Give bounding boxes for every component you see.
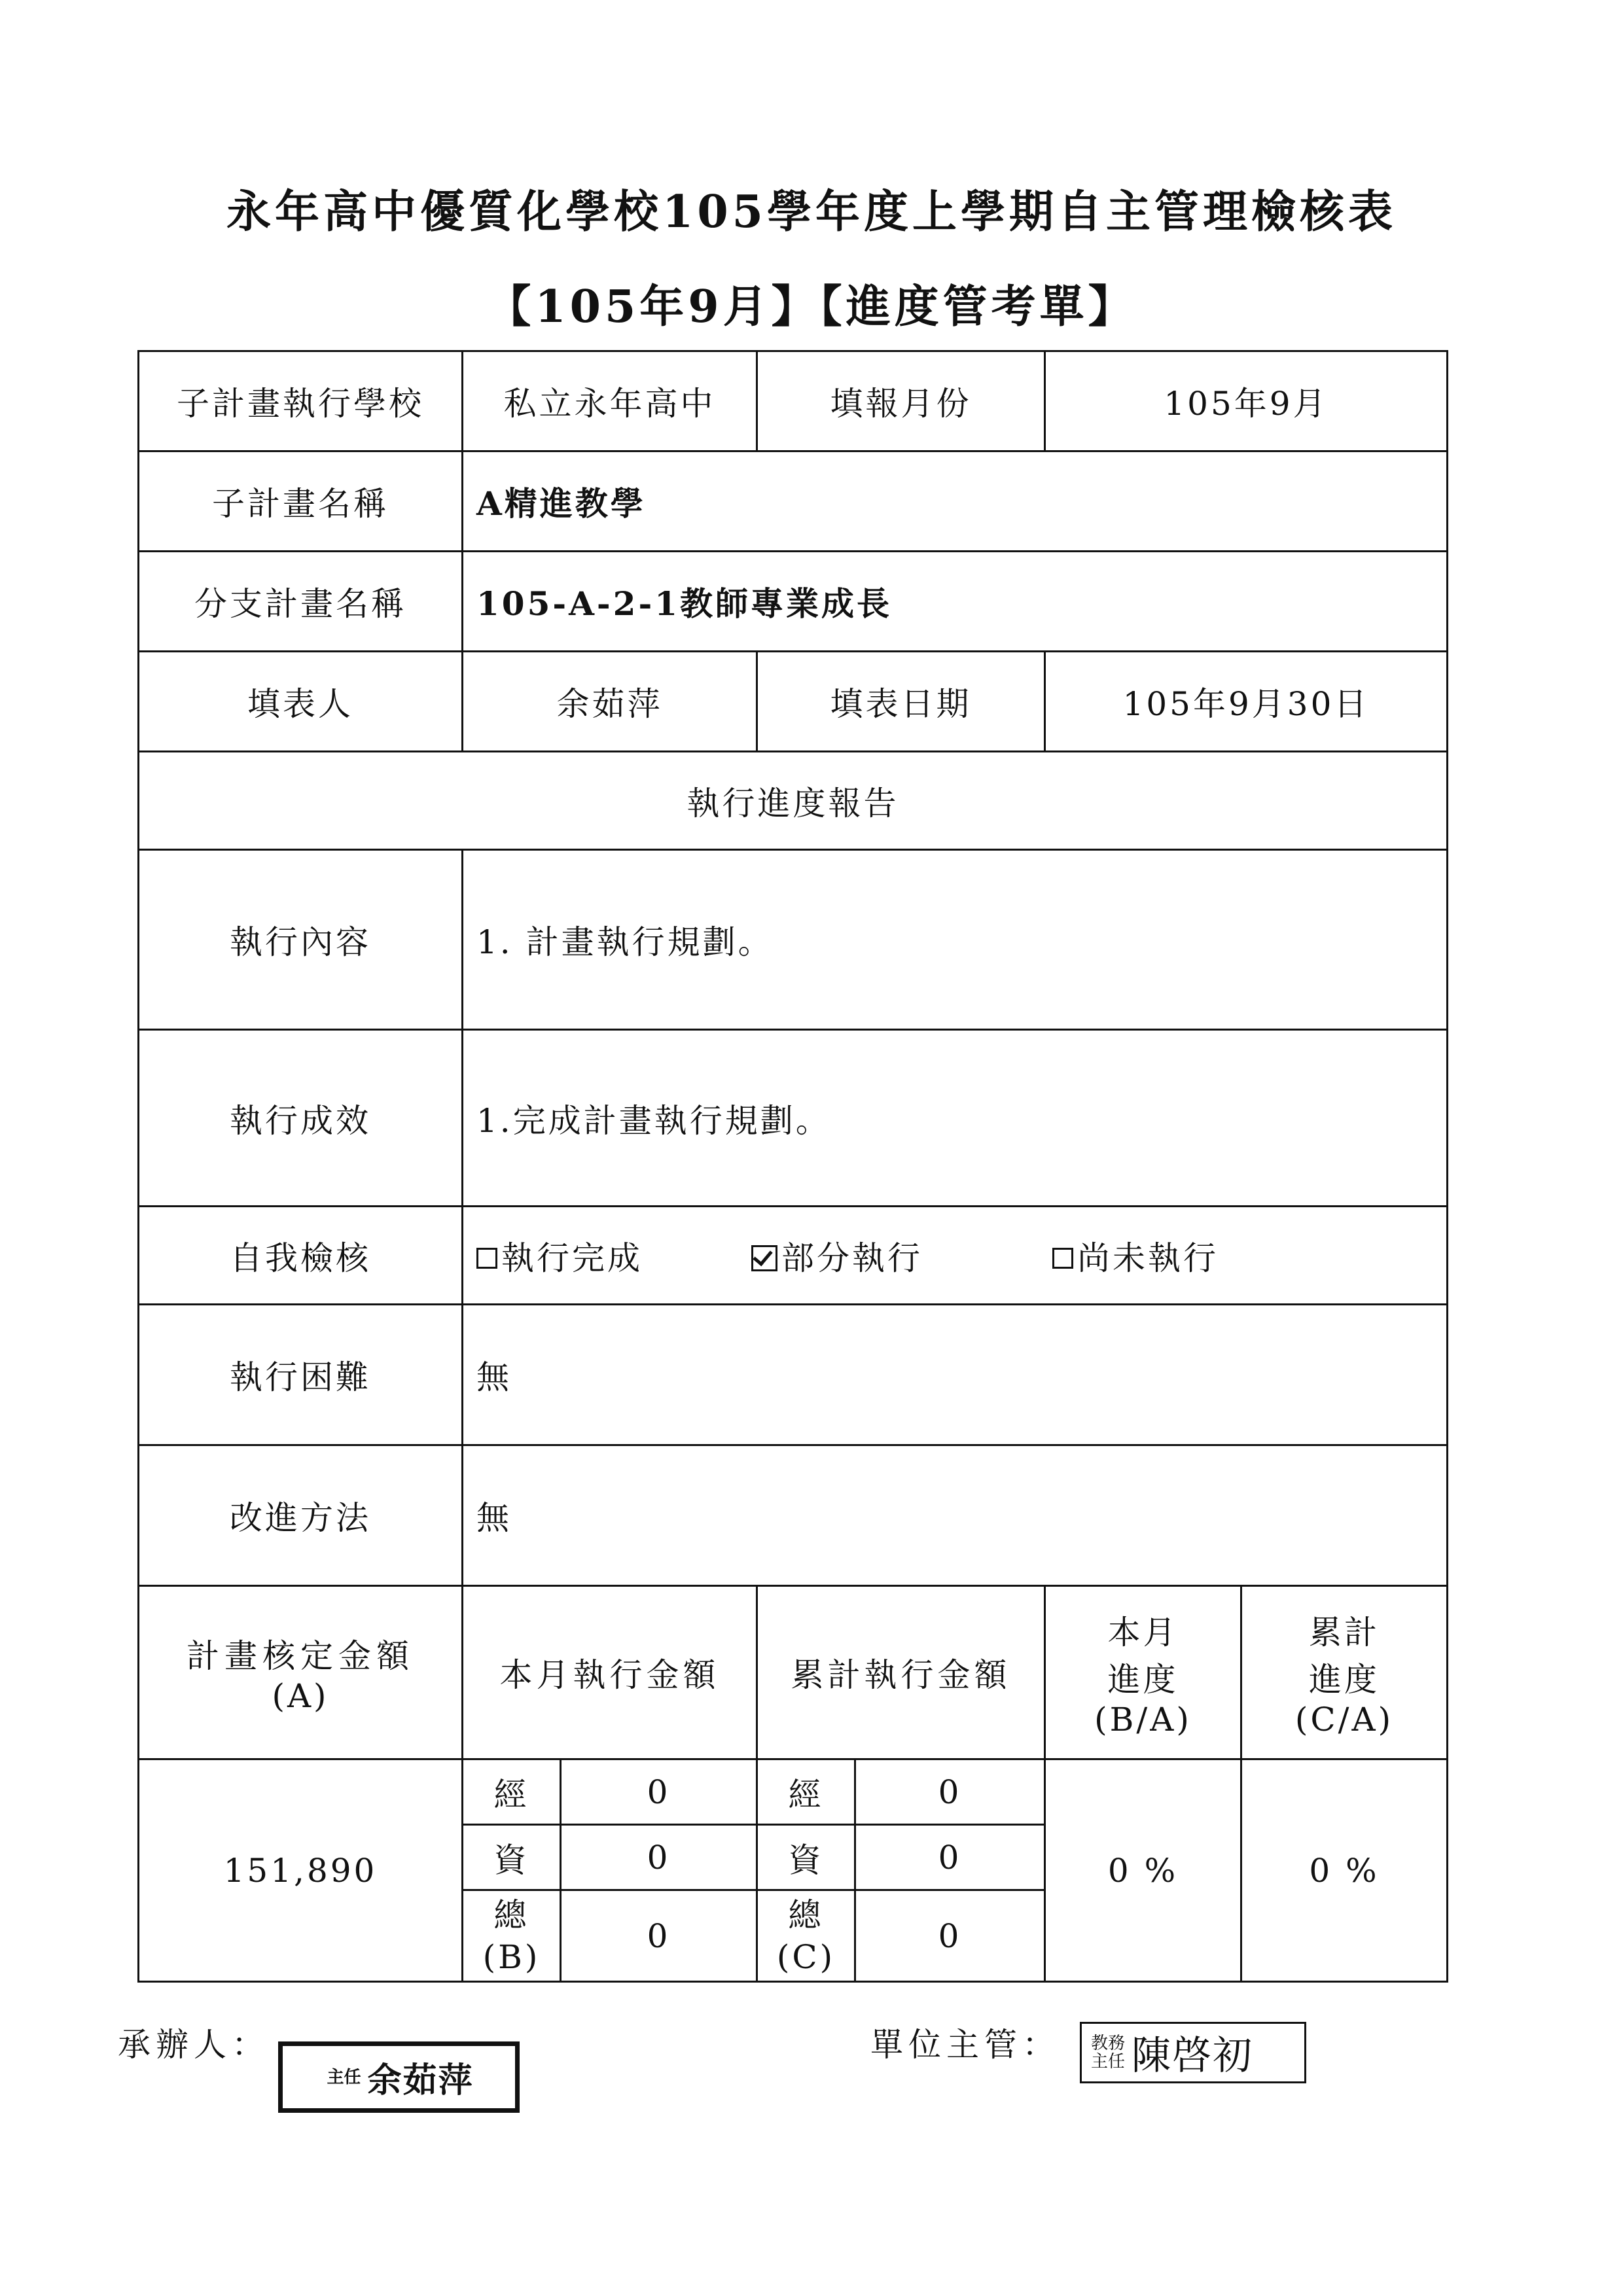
improve-value: 無 <box>463 1445 1448 1586</box>
check-option-partial[interactable] <box>751 1232 1052 1279</box>
month-progress-value: 0 % <box>1045 1759 1241 1982</box>
budget-total-label <box>463 1890 561 1982</box>
checkbox-unchecked-icon[interactable] <box>476 1248 497 1269</box>
progress-form-table <box>137 350 1448 1983</box>
budget-total-cum-label-sub: (C) <box>776 1937 836 1976</box>
supervisor-label: 單位主管： <box>870 2026 1060 2064</box>
budget-row-cum-value: 0 <box>855 1825 1045 1890</box>
budget-row-cum-label: 資 <box>757 1825 855 1890</box>
budget-row-cum-label: 經 <box>757 1759 855 1825</box>
month-progress-header-sub: (B/A) <box>1094 1701 1192 1739</box>
month-progress-header <box>1045 1586 1241 1759</box>
subplan-value: A精進教學 <box>463 451 1448 552</box>
supervisor-stamp <box>1080 2022 1306 2083</box>
branch-value: 105-A-2-1教師專業成長 <box>463 552 1448 652</box>
approved-header-sub: (A) <box>272 1677 329 1715</box>
budget-row-cum-value: 0 <box>855 1890 1045 1982</box>
budget-row-label: 經 <box>463 1759 561 1825</box>
result-label: 執行成效 <box>139 1030 463 1207</box>
approved-header-label: 計畫核定金額 <box>187 1637 414 1675</box>
check-option-complete[interactable] <box>476 1232 751 1279</box>
school-value: 私立永年高中 <box>463 351 757 451</box>
budget-row-cum-value: 0 <box>855 1759 1045 1825</box>
date-value: 105年9月30日 <box>1045 652 1448 752</box>
budget-row-label: 資 <box>463 1825 561 1890</box>
budget-row-month-value: 0 <box>561 1825 757 1890</box>
check-option-label: 執行完成 <box>501 1239 643 1277</box>
document-subtitle: 【105年9月】【進度管考單】 <box>486 281 1137 333</box>
result-value: 1.完成計畫執行規劃。 <box>463 1030 1448 1207</box>
supervisor-stamp-name: 陳啓初 <box>1132 2033 1253 2079</box>
content-value: 1. 計畫執行規劃。 <box>463 850 1448 1030</box>
branch-label: 分支計畫名稱 <box>139 552 463 652</box>
cum-exec-header: 累計執行金額 <box>757 1586 1045 1759</box>
handler-stamp-name: 余茹萍 <box>367 2060 474 2100</box>
difficulty-value: 無 <box>463 1305 1448 1445</box>
month-exec-header: 本月執行金額 <box>463 1586 757 1759</box>
self-check-options <box>463 1207 1448 1305</box>
month-progress-header-2: 進度 <box>1107 1661 1179 1699</box>
content-label: 執行內容 <box>139 850 463 1030</box>
improve-label: 改進方法 <box>139 1445 463 1586</box>
check-label: 自我檢核 <box>139 1207 463 1305</box>
school-label: 子計畫執行學校 <box>139 351 463 451</box>
date-label: 填表日期 <box>757 652 1045 752</box>
cum-progress-header <box>1241 1586 1448 1759</box>
cum-progress-header-1: 累計 <box>1309 1614 1380 1651</box>
cum-progress-header-sub: (C/A) <box>1294 1701 1394 1739</box>
supervisor-stamp-title: 教務主任 <box>1090 2034 1125 2072</box>
check-option-label: 尚未執行 <box>1077 1239 1219 1277</box>
check-option-not-started[interactable] <box>1052 1232 1219 1279</box>
difficulty-label: 執行困難 <box>139 1305 463 1445</box>
month-progress-header-1: 本月 <box>1107 1614 1179 1651</box>
check-option-label: 部分執行 <box>781 1239 923 1277</box>
budget-row-month-value: 0 <box>561 1759 757 1825</box>
cum-progress-header-2: 進度 <box>1309 1661 1380 1699</box>
budget-total-cum-label <box>757 1890 855 1982</box>
checkbox-checked-icon[interactable] <box>751 1245 777 1271</box>
budget-total-label-sub: (B) <box>482 1937 541 1976</box>
handler-label: 承辦人： <box>118 2026 270 2064</box>
budget-row-month-value: 0 <box>561 1890 757 1982</box>
month-value: 105年9月 <box>1045 351 1448 451</box>
cum-progress-value: 0 % <box>1241 1759 1448 1982</box>
section-title: 執行進度報告 <box>139 752 1448 850</box>
month-label: 填報月份 <box>757 351 1045 451</box>
handler-stamp <box>278 2041 520 2113</box>
approved-amount-value: 151,890 <box>139 1759 463 1982</box>
document-title: 永年高中優質化學校105學年度上學期自主管理檢核表 <box>226 186 1397 238</box>
filler-label: 填表人 <box>139 652 463 752</box>
subplan-label: 子計畫名稱 <box>139 451 463 552</box>
budget-total-label-text: 總 <box>493 1896 529 1934</box>
approved-amount-header <box>139 1586 463 1759</box>
handler-stamp-title: 主任 <box>327 2067 361 2087</box>
checkbox-unchecked-icon[interactable] <box>1052 1248 1073 1269</box>
filler-value: 余茹萍 <box>463 652 757 752</box>
budget-total-cum-label-text: 總 <box>788 1896 824 1934</box>
